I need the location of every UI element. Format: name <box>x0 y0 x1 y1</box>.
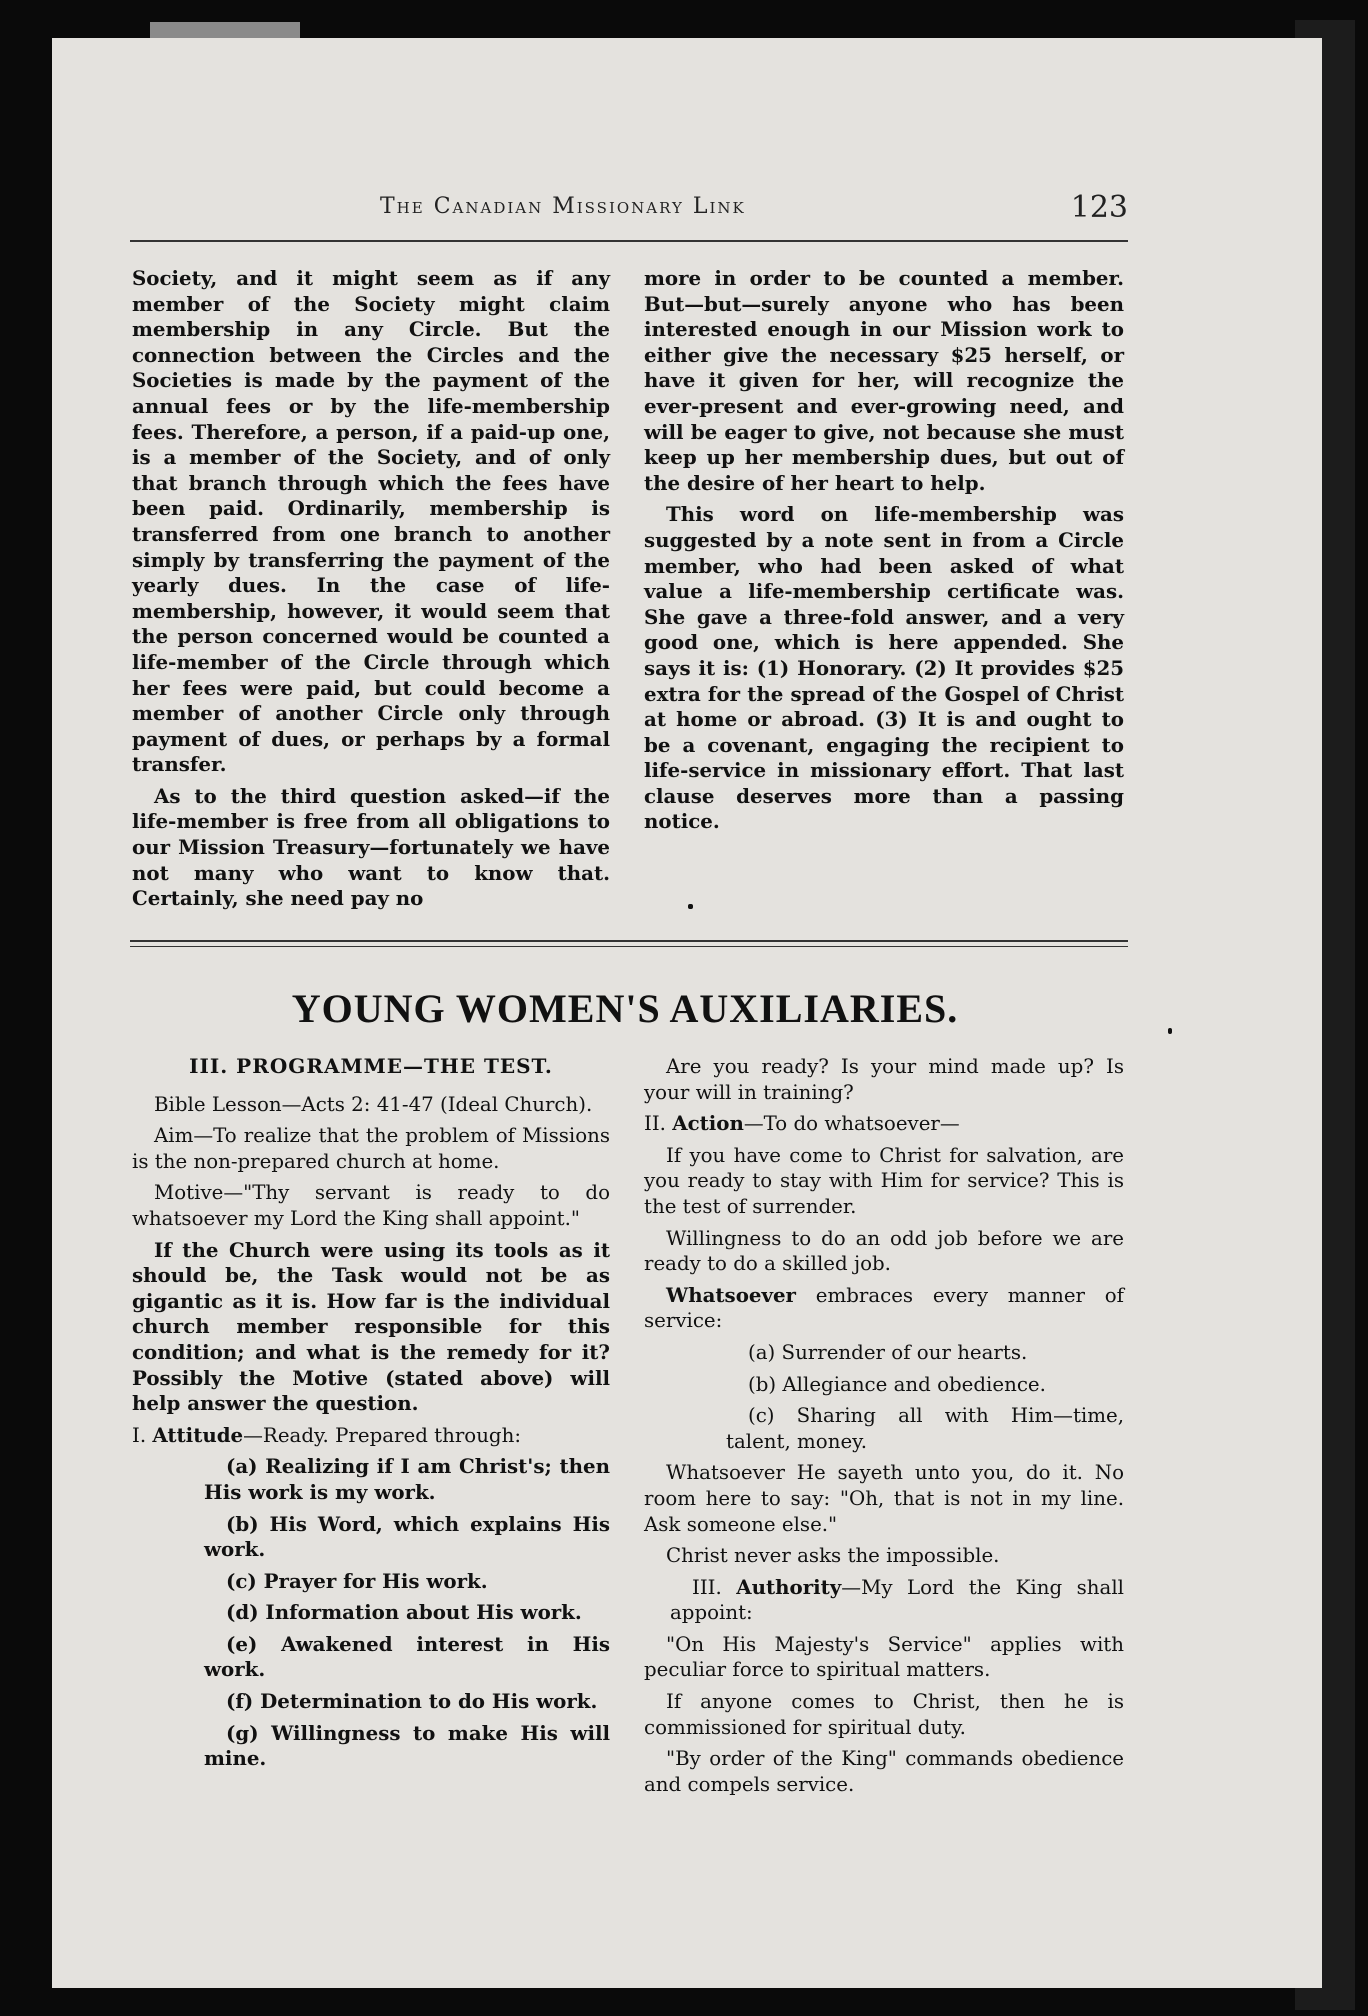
bottom-right-column <box>644 1054 1124 1803</box>
paragraph: "By order of the King" commands obedience and compels service. <box>644 1747 1124 1796</box>
bottom-left-column <box>132 1054 610 1778</box>
page-tab <box>150 22 300 38</box>
ink-speck <box>1168 1028 1172 1034</box>
paragraph: Christ never asks the impossible. <box>666 1544 1000 1568</box>
section-title: YOUNG WOMEN'S AUXILIARIES. <box>291 986 959 1031</box>
aim: Aim—To realize that the problem of Missions is the non-prepared church at home. <box>132 1124 610 1173</box>
ink-speck <box>688 904 693 909</box>
paragraph: This word on life-membership was suggested by a note sent in from a Circle member, who had been asked of what value a life-membership certificate was. She gave a three-fold answer, and a very good one, which is here appended. She says it is: (1) Honorary. (2) It provides $25 extra for the spread of the Gospel of Christ at home or abroad. (3) It is and ought to be a covenant, engaging the recipient to life-service in missionary effort. That last clause deserves more than a passing notice. <box>644 502 1124 834</box>
top-right-column <box>644 266 1124 841</box>
section-rule-thin <box>130 946 1128 947</box>
list-item: (g) Willingness to make His will mine. <box>204 1720 610 1771</box>
list-item: (d) Information about His work. <box>226 1600 582 1625</box>
paragraph: As to the third question asked—if the life-member is free from all obligations to our Mission Treasury—fortunately we have not many who want to know that. Certainly, she need pay no <box>132 783 610 911</box>
paragraph: Are you ready? Is your mind made up? Is your will in training? <box>644 1055 1124 1104</box>
paragraph: If the Church were using its tools as it should be, the Task would not be as gigantic as it is. How far is the individual church member responsible for this condition; and what is the remedy for it? Possibly the Motive (stated above) will help answer the question. <box>132 1237 610 1416</box>
list-item: (c) Prayer for His work. <box>226 1568 488 1593</box>
list-item: (b) Allegiance and obedience. <box>748 1372 1046 1396</box>
attitude-rest: —Ready. Prepared through: <box>243 1423 522 1447</box>
action-prefix: II. <box>644 1112 666 1136</box>
paragraph: If anyone comes to Christ, then he is commissioned for spiritual duty. <box>644 1690 1124 1739</box>
bible-lesson: Bible Lesson—Acts 2: 41-47 (Ideal Church). <box>154 1092 593 1116</box>
paragraph: Whatsoever He sayeth unto you, do it. No room here to say: "Oh, that is not in my line. Ask someone else." <box>644 1461 1124 1536</box>
whatsoever-line <box>644 1283 1124 1334</box>
running-header <box>130 188 1128 228</box>
list-item: (a) Surrender of our hearts. <box>748 1340 1028 1364</box>
paragraph: more in order to be counted a member. But—but—surely anyone who has been interested enough in our Mission work to either give the necessary $25 herself, or have it given for her, will recognize the ever-present and ever-growing need, and will be eager to give, not because she must keep up her membership dues, but out of the desire of her heart to help. <box>644 266 1124 495</box>
paragraph: "On His Majesty's Service" applies with peculiar force to spiritual matters. <box>644 1632 1124 1682</box>
journal-title: The Canadian Missionary Link <box>380 194 746 219</box>
list-item: (b) His Word, which explains His work. <box>204 1511 610 1562</box>
top-left-column <box>132 266 610 918</box>
attitude-label: Attitude <box>152 1422 244 1447</box>
authority-rest: —My Lord the King shall appoint: <box>670 1575 1124 1625</box>
paragraph: Willingness to do an odd job before we are ready to do a skilled job. <box>644 1226 1124 1276</box>
attitude-line <box>132 1423 610 1449</box>
authority-label: Authority <box>736 1574 842 1599</box>
list-item: (f) Determination to do His work. <box>226 1689 598 1714</box>
authority-line <box>644 1575 1124 1626</box>
action-label: Action <box>672 1111 744 1136</box>
list-item: (a) Realizing if I am Christ's; then His work is my work. <box>204 1454 610 1504</box>
whatsoever-rest: embraces every manner of service: <box>644 1283 1124 1333</box>
motive: Motive—"Thy servant is ready to do whatsoever my Lord the King shall appoint." <box>132 1181 610 1230</box>
authority-prefix: III. <box>692 1575 722 1599</box>
programme-heading: III. PROGRAMME—THE TEST. <box>189 1054 553 1078</box>
paragraph: If you have come to Christ for salvation, are you ready to stay with Him for service? This is the test of surrender. <box>644 1143 1124 1218</box>
action-line <box>644 1111 1124 1137</box>
page-number: 123 <box>1070 190 1128 225</box>
section-rule <box>130 940 1128 942</box>
list-item: (c) Sharing all with Him—time, talent, money. <box>726 1404 1124 1453</box>
list-item: (e) Awakened interest in His work. <box>204 1631 610 1682</box>
attitude-prefix: I. <box>132 1423 147 1447</box>
whatsoever-label: Whatsoever <box>666 1282 796 1307</box>
action-rest: —To do whatsoever— <box>743 1112 960 1136</box>
paragraph: Society, and it might seem as if any member of the Society might claim membership in any Circle. But the connection between the Circles and the Societies is made by the payment of the annual fees or by the life-membership fees. Therefore, a person, if a paid-up one, is a member of the Society, and of only that branch through which the fees have been paid. Ordinarily, membership is transferred from one branch to another simply by transferring the payment of the yearly dues. In the case of life-membership, however, it would seem that the person concerned would be counted a life-member of the Circle through which her fees were paid, but could become a member of another Circle only through payment of dues, or perhaps by a formal transfer. <box>132 266 610 777</box>
header-rule <box>130 240 1128 242</box>
